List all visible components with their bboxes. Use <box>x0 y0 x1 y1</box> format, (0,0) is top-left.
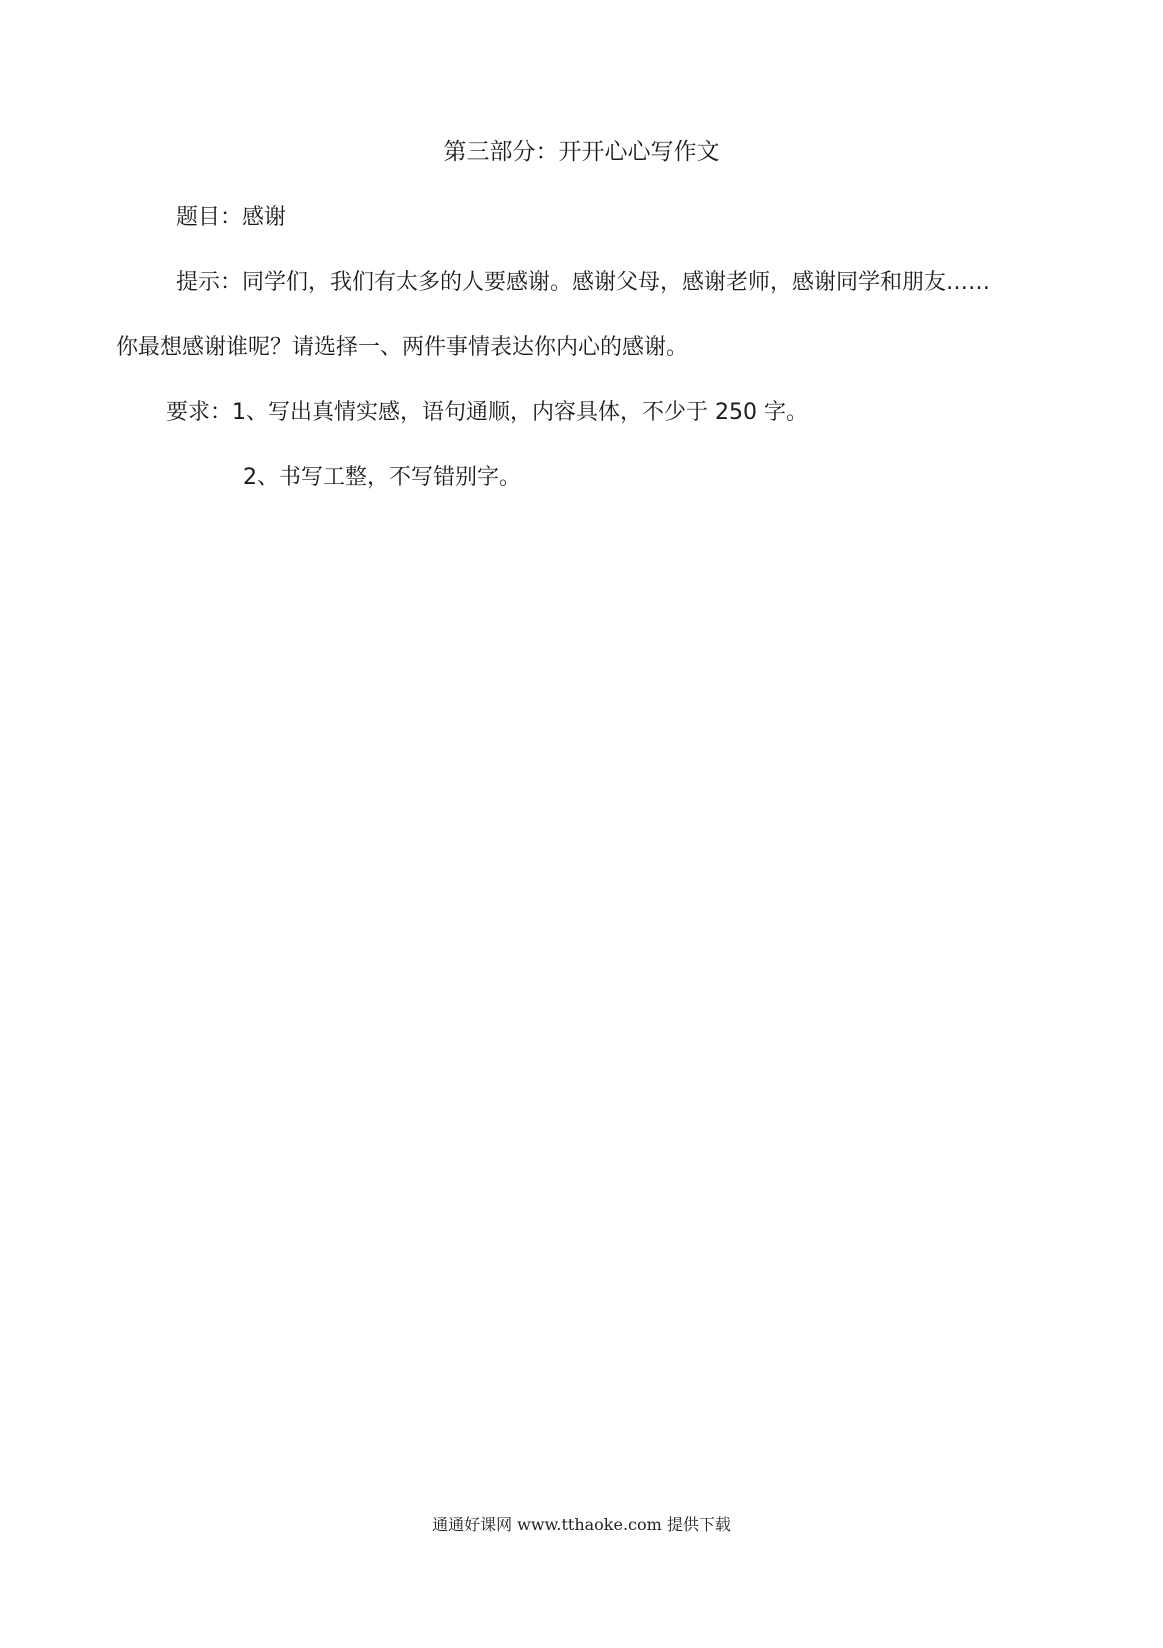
section-title: 第三部分：开开心心写作文 <box>443 139 720 165</box>
requirement-line-1: 要求：1、写出真情实感，语句通顺，内容具体，不少于 250 字。 <box>166 400 808 425</box>
essay-subject: 题目：感谢 <box>176 205 287 230</box>
requirement-line-2: 2、书写工整，不写错别字。 <box>243 465 521 490</box>
hint-line-1: 提示：同学们，我们有太多的人要感谢。感谢父母，感谢老师，感谢同学和朋友…… <box>176 270 991 295</box>
footer-source-note: 通通好课网 www.tthaoke.com 提供下载 <box>432 1515 731 1534</box>
hint-line-2: 你最想感谢谁呢？请选择一、两件事情表达你内心的感谢。 <box>116 335 689 360</box>
